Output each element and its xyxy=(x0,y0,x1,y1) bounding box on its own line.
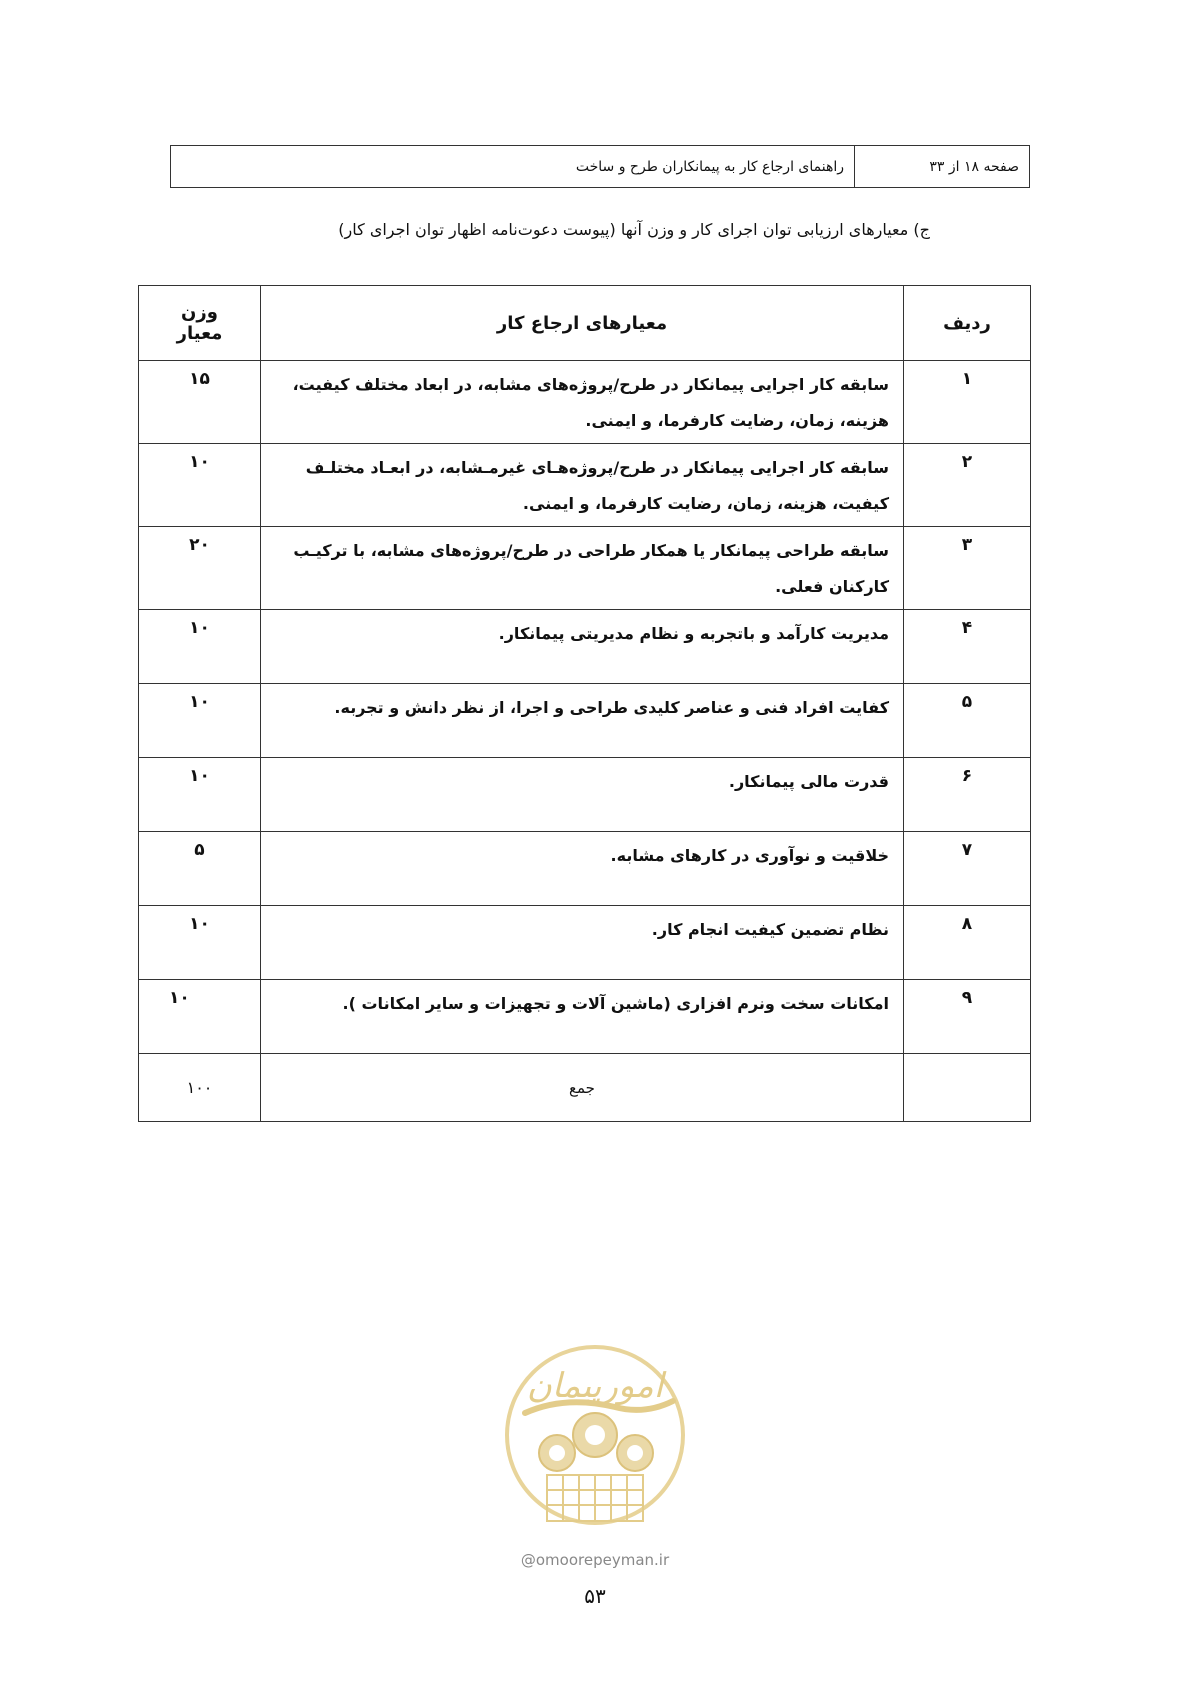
table-row xyxy=(139,758,1031,832)
document-title: راهنمای ارجاع کار به پیمانکاران طرح و ساخت xyxy=(575,158,844,175)
row-number: ۸ xyxy=(904,906,1031,980)
page-number: ۵۳ xyxy=(584,1584,606,1608)
table-row xyxy=(139,444,1031,527)
table-total-row xyxy=(139,1054,1031,1122)
header-weight xyxy=(139,286,261,361)
header-weight-line1: وزن xyxy=(181,302,218,323)
weight-value: ۱۰ xyxy=(139,610,261,684)
table-row xyxy=(139,684,1031,758)
row-number: ۹ xyxy=(904,980,1031,1054)
row-number: ۳ xyxy=(904,527,1031,610)
criteria-text: مدیریت کارآمد و باتجربه و نظام مدیریتی پیمانکار. xyxy=(261,610,904,684)
weight-value: ۱۰ xyxy=(139,980,261,1054)
header-row-number: ردیف xyxy=(904,286,1031,361)
table-row xyxy=(139,610,1031,684)
watermark-logo xyxy=(495,1335,695,1535)
page-header xyxy=(170,145,1030,188)
row-number: ۲ xyxy=(904,444,1031,527)
table-row xyxy=(139,361,1031,444)
watermark-logo-icon xyxy=(495,1335,695,1535)
criteria-text: قدرت مالی پیمانکار. xyxy=(261,758,904,832)
row-number: ۱ xyxy=(904,361,1031,444)
header-weight-line2: معیار xyxy=(176,323,223,344)
criteria-text: امکانات سخت ونرم افزاری (ماشین آلات و تجهیزات و سایر امکانات ). xyxy=(261,980,904,1054)
header-criteria: معیارهای ارجاع کار xyxy=(261,286,904,361)
section-title: ج) معیارهای ارزیابی توان اجرای کار و وزن آنها (پیوست دعوت‌نامه اظهار توان اجرای کار) xyxy=(338,220,930,239)
criteria-text: سابقه کار اجرایی پیمانکار در طرح/پروژه‌های مشابه، در ابعاد مختلف کیفیت، هزینه، زمان، رضایت کارفرما، و ایمنی. xyxy=(261,361,904,444)
svg-text:امورپیمان: امورپیمان xyxy=(526,1366,664,1406)
table-row xyxy=(139,906,1031,980)
weight-value: ۵ xyxy=(139,832,261,906)
weight-value: ۱۰ xyxy=(139,444,261,527)
weight-value: ۲۰ xyxy=(139,527,261,610)
total-weight: ۱۰۰ xyxy=(139,1054,261,1122)
weight-value: ۱۵ xyxy=(139,361,261,444)
total-label: جمع xyxy=(261,1054,904,1122)
row-number: ۶ xyxy=(904,758,1031,832)
criteria-text: سابقه طراحی پیمانکار یا همکار طراحی در طرح/پروژه‌های مشابه، با ترکیـب کارکنان فعلی. xyxy=(261,527,904,610)
page-info: صفحه ۱۸ از ۳۳ xyxy=(854,146,1029,187)
criteria-text: نظام تضمین کیفیت انجام کار. xyxy=(261,906,904,980)
table-header-row xyxy=(139,286,1031,361)
weight-value: ۱۰ xyxy=(139,758,261,832)
row-number: ۷ xyxy=(904,832,1031,906)
total-row-number-empty xyxy=(904,1054,1031,1122)
weight-value: ۱۰ xyxy=(139,906,261,980)
watermark-site: @omoorepeyman.ir xyxy=(520,1551,670,1569)
criteria-text: کفایت افراد فنی و عناصر کلیدی طراحی و اجرا، از نظر دانش و تجربه. xyxy=(261,684,904,758)
criteria-text: سابقه کار اجرایی پیمانکار در طرح/پروژه‌هـای غیرمـشابه، در ابعـاد مختلـف کیفیت، هزینه، زمان، رضایت کارفرما، و ایمنی. xyxy=(261,444,904,527)
table-row xyxy=(139,980,1031,1054)
criteria-text: خلاقیت و نوآوری در کارهای مشابه. xyxy=(261,832,904,906)
row-number: ۵ xyxy=(904,684,1031,758)
weight-value: ۱۰ xyxy=(139,684,261,758)
table-row xyxy=(139,527,1031,610)
table-row xyxy=(139,832,1031,906)
criteria-table xyxy=(138,285,1031,1122)
row-number: ۴ xyxy=(904,610,1031,684)
